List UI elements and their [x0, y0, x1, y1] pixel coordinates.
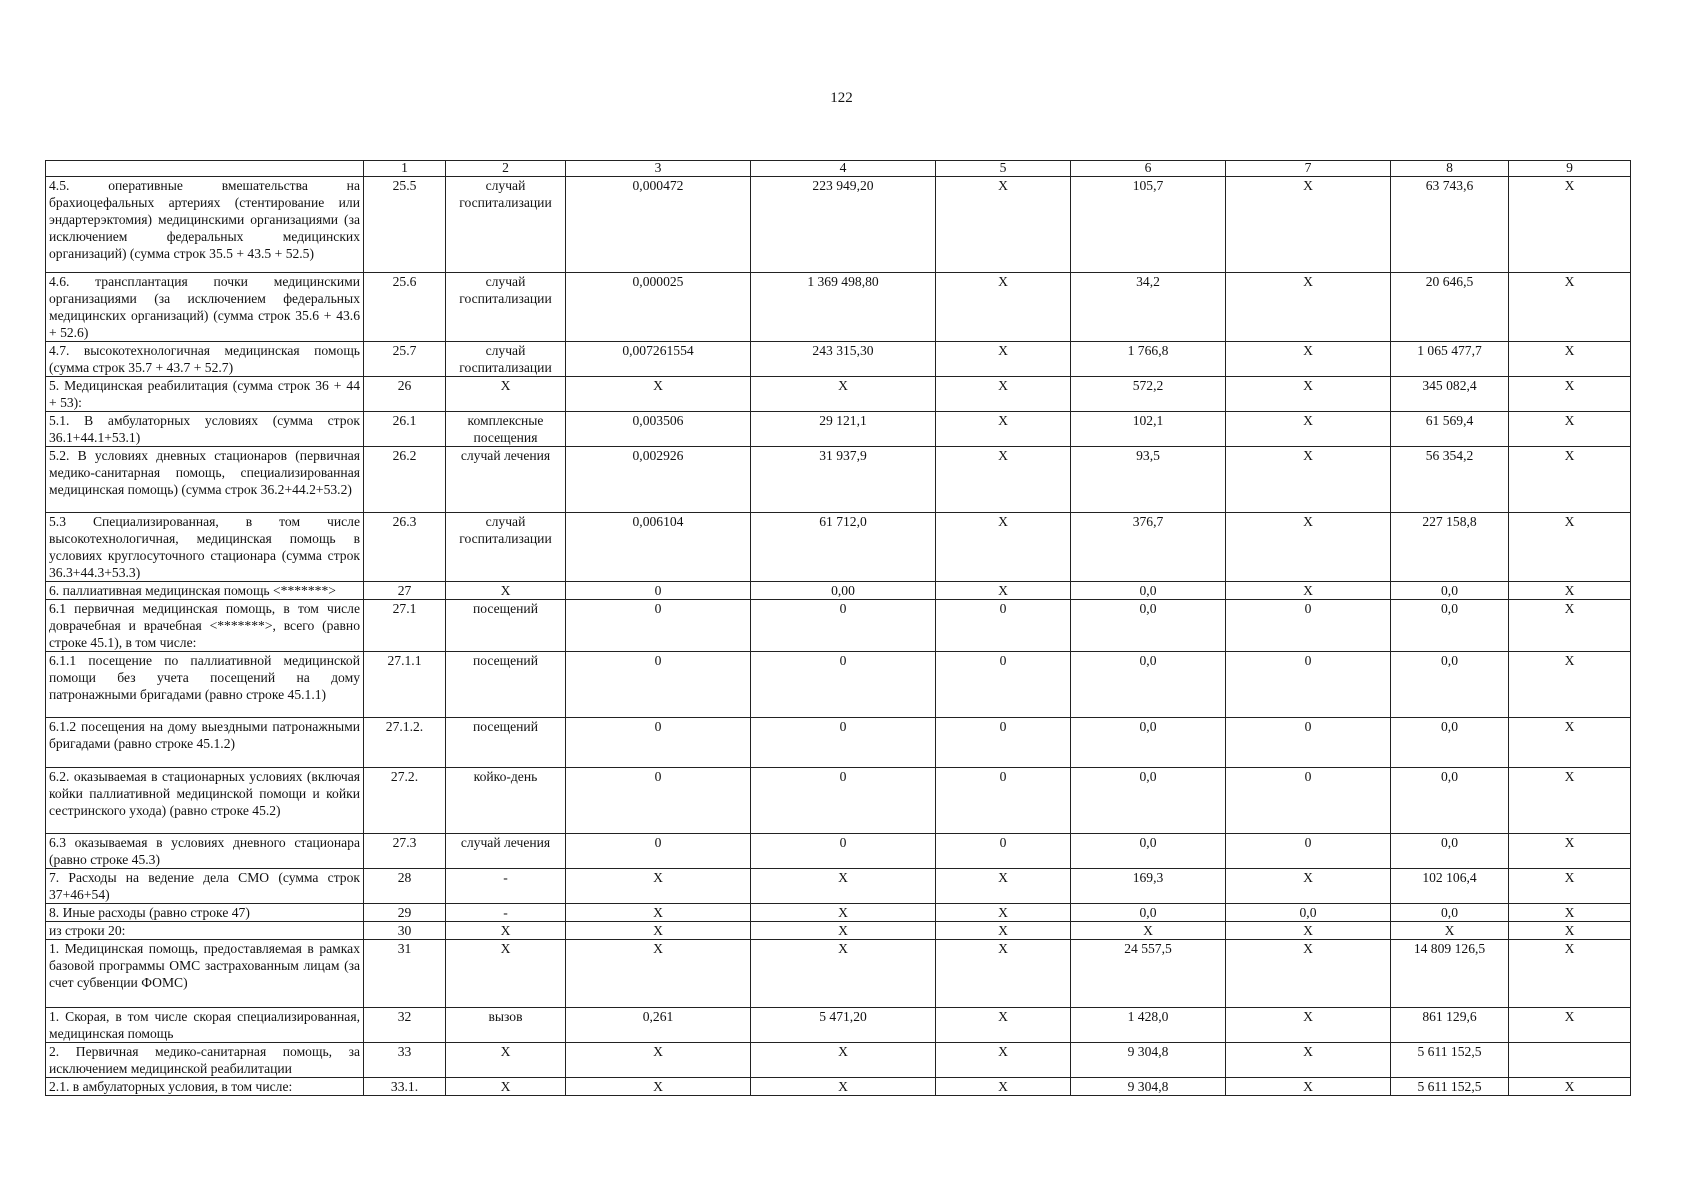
col-4-cell: Х — [751, 1043, 936, 1078]
unit-cell: Х — [446, 1043, 566, 1078]
col-4-cell: Х — [751, 940, 936, 1008]
col-6-cell: 1 428,0 — [1071, 1008, 1226, 1043]
col-9-cell: Х — [1509, 273, 1631, 342]
col-3-cell: 0 — [566, 768, 751, 834]
col-4-cell: 0 — [751, 718, 936, 768]
col-6-cell: 1 766,8 — [1071, 342, 1226, 377]
col-9-cell: Х — [1509, 652, 1631, 718]
table-row — [46, 582, 1631, 600]
header-cell-4: 4 — [751, 161, 936, 177]
col-8-cell: 345 082,4 — [1391, 377, 1509, 412]
col-8-cell: 5 611 152,5 — [1391, 1043, 1509, 1078]
row-name-cell: 2.1. в амбулаторных условия, в том числе: — [46, 1078, 364, 1096]
col-5-cell: Х — [936, 922, 1071, 940]
table-row — [46, 922, 1631, 940]
row-code-cell: 28 — [364, 869, 446, 904]
col-8-cell: 0,0 — [1391, 652, 1509, 718]
col-7-cell: Х — [1226, 869, 1391, 904]
col-6-cell: 376,7 — [1071, 513, 1226, 582]
col-7-cell: 0 — [1226, 718, 1391, 768]
col-4-cell: 29 121,1 — [751, 412, 936, 447]
row-name-cell: 6. паллиативная медицинская помощь <*******> — [46, 582, 364, 600]
unit-cell: посещений — [446, 600, 566, 652]
col-8-cell: 0,0 — [1391, 834, 1509, 869]
col-7-cell: Х — [1226, 273, 1391, 342]
col-7-cell: Х — [1226, 922, 1391, 940]
row-name-cell: 6.1.1 посещение по паллиативной медицинской помощи без учета посещений на дому патронажными бригадами (равно строке 45.1.1) — [46, 652, 364, 718]
table-row — [46, 1008, 1631, 1043]
col-7-cell: Х — [1226, 513, 1391, 582]
table-row — [46, 904, 1631, 922]
col-4-cell: Х — [751, 1078, 936, 1096]
unit-cell: Х — [446, 940, 566, 1008]
col-6-cell: 9 304,8 — [1071, 1043, 1226, 1078]
col-8-cell: 1 065 477,7 — [1391, 342, 1509, 377]
row-name-cell: 1. Скорая, в том числе скорая специализированная, медицинская помощь — [46, 1008, 364, 1043]
col-3-cell: Х — [566, 922, 751, 940]
row-code-cell: 26.2 — [364, 447, 446, 513]
row-name-cell: 4.5. оперативные вмешательства на брахиоцефальных артериях (стентирование или эндартерэктомия) медицинскими организациями (за исключением федеральных медицинских организаций) (сумма строк 35.5 + 43.5 + 52.5) — [46, 177, 364, 273]
unit-cell: посещений — [446, 718, 566, 768]
col-7-cell: 0 — [1226, 768, 1391, 834]
col-5-cell: Х — [936, 342, 1071, 377]
unit-cell: - — [446, 904, 566, 922]
col-7-cell: Х — [1226, 582, 1391, 600]
unit-cell: случай госпитализации — [446, 273, 566, 342]
col-7-cell: Х — [1226, 1043, 1391, 1078]
col-4-cell: 0 — [751, 768, 936, 834]
col-8-cell: 227 158,8 — [1391, 513, 1509, 582]
row-code-cell: 27.2. — [364, 768, 446, 834]
row-code-cell: 25.5 — [364, 177, 446, 273]
table-row — [46, 1043, 1631, 1078]
unit-cell: случай госпитализации — [446, 513, 566, 582]
table-body — [46, 161, 1631, 1096]
header-cell-2: 2 — [446, 161, 566, 177]
col-3-cell: Х — [566, 869, 751, 904]
col-9-cell: Х — [1509, 768, 1631, 834]
col-6-cell: 0,0 — [1071, 834, 1226, 869]
col-8-cell: 5 611 152,5 — [1391, 1078, 1509, 1096]
row-code-cell: 32 — [364, 1008, 446, 1043]
col-6-cell: 93,5 — [1071, 447, 1226, 513]
row-name-cell: 6.1.2 посещения на дому выездными патронажными бригадами (равно строке 45.1.2) — [46, 718, 364, 768]
col-4-cell: Х — [751, 377, 936, 412]
col-5-cell: Х — [936, 582, 1071, 600]
col-3-cell: 0,000025 — [566, 273, 751, 342]
header-cell-0 — [46, 161, 364, 177]
row-code-cell: 33.1. — [364, 1078, 446, 1096]
col-6-cell: 572,2 — [1071, 377, 1226, 412]
row-name-cell: из строки 20: — [46, 922, 364, 940]
table-row — [46, 718, 1631, 768]
col-9-cell: Х — [1509, 1008, 1631, 1043]
col-8-cell: 102 106,4 — [1391, 869, 1509, 904]
col-9-cell: Х — [1509, 922, 1631, 940]
col-6-cell: 0,0 — [1071, 768, 1226, 834]
table-row — [46, 834, 1631, 869]
row-code-cell: 25.6 — [364, 273, 446, 342]
row-code-cell: 26.3 — [364, 513, 446, 582]
col-4-cell: 1 369 498,80 — [751, 273, 936, 342]
col-9-cell — [1509, 1043, 1631, 1078]
row-name-cell: 4.6. трансплантация почки медицинскими организациями (за исключением федеральных медицинских организаций) (сумма строк 35.6 + 43.6 + 52.6) — [46, 273, 364, 342]
col-3-cell: Х — [566, 940, 751, 1008]
col-3-cell: 0,003506 — [566, 412, 751, 447]
col-5-cell: Х — [936, 412, 1071, 447]
row-name-cell: 6.3 оказываемая в условиях дневного стационара (равно строке 45.3) — [46, 834, 364, 869]
col-7-cell: 0 — [1226, 834, 1391, 869]
unit-cell: Х — [446, 377, 566, 412]
header-cell-7: 7 — [1226, 161, 1391, 177]
col-4-cell: 0 — [751, 652, 936, 718]
col-5-cell: Х — [936, 177, 1071, 273]
row-code-cell: 27.1 — [364, 600, 446, 652]
unit-cell: Х — [446, 582, 566, 600]
row-code-cell: 27 — [364, 582, 446, 600]
col-5-cell: 0 — [936, 768, 1071, 834]
table-row — [46, 177, 1631, 273]
col-9-cell: Х — [1509, 447, 1631, 513]
row-code-cell: 27.1.1 — [364, 652, 446, 718]
col-4-cell: 5 471,20 — [751, 1008, 936, 1043]
row-code-cell: 30 — [364, 922, 446, 940]
unit-cell: - — [446, 869, 566, 904]
col-9-cell: Х — [1509, 412, 1631, 447]
header-cell-1: 1 — [364, 161, 446, 177]
col-8-cell: 0,0 — [1391, 718, 1509, 768]
table-row — [46, 940, 1631, 1008]
header-cell-3: 3 — [566, 161, 751, 177]
col-5-cell: Х — [936, 904, 1071, 922]
col-3-cell: 0 — [566, 652, 751, 718]
table-row — [46, 768, 1631, 834]
col-7-cell: 0 — [1226, 652, 1391, 718]
col-6-cell: 0,0 — [1071, 600, 1226, 652]
col-9-cell: Х — [1509, 342, 1631, 377]
table-row — [46, 377, 1631, 412]
col-7-cell: Х — [1226, 940, 1391, 1008]
col-4-cell: Х — [751, 869, 936, 904]
col-9-cell: Х — [1509, 1078, 1631, 1096]
col-6-cell: 105,7 — [1071, 177, 1226, 273]
col-4-cell: 0 — [751, 834, 936, 869]
col-3-cell: Х — [566, 377, 751, 412]
col-5-cell: Х — [936, 940, 1071, 1008]
col-3-cell: Х — [566, 1078, 751, 1096]
col-6-cell: 0,0 — [1071, 718, 1226, 768]
col-3-cell: 0,007261554 — [566, 342, 751, 377]
col-7-cell: Х — [1226, 177, 1391, 273]
unit-cell: Х — [446, 1078, 566, 1096]
unit-cell: койко-день — [446, 768, 566, 834]
row-name-cell: 4.7. высокотехнологичная медицинская помощь (сумма строк 35.7 + 43.7 + 52.7) — [46, 342, 364, 377]
col-7-cell: Х — [1226, 377, 1391, 412]
col-9-cell: Х — [1509, 582, 1631, 600]
col-9-cell: Х — [1509, 869, 1631, 904]
col-7-cell: Х — [1226, 412, 1391, 447]
col-6-cell: 34,2 — [1071, 273, 1226, 342]
col-8-cell: Х — [1391, 922, 1509, 940]
col-3-cell: 0,002926 — [566, 447, 751, 513]
unit-cell: случай госпитализации — [446, 177, 566, 273]
col-3-cell: 0 — [566, 834, 751, 869]
col-4-cell: 0 — [751, 600, 936, 652]
col-4-cell: 61 712,0 — [751, 513, 936, 582]
row-code-cell: 29 — [364, 904, 446, 922]
row-name-cell: 5.3 Специализированная, в том числе высокотехнологичная, медицинская помощь в условиях круглосуточного стационара (сумма строк 36.3+44.3+53.3) — [46, 513, 364, 582]
col-8-cell: 861 129,6 — [1391, 1008, 1509, 1043]
col-8-cell: 0,0 — [1391, 904, 1509, 922]
unit-cell: вызов — [446, 1008, 566, 1043]
col-3-cell: 0 — [566, 582, 751, 600]
col-8-cell: 63 743,6 — [1391, 177, 1509, 273]
col-5-cell: 0 — [936, 600, 1071, 652]
unit-cell: посещений — [446, 652, 566, 718]
page-number: 122 — [830, 90, 853, 106]
row-code-cell: 33 — [364, 1043, 446, 1078]
col-8-cell: 56 354,2 — [1391, 447, 1509, 513]
table-row — [46, 869, 1631, 904]
col-8-cell: 20 646,5 — [1391, 273, 1509, 342]
col-6-cell: 102,1 — [1071, 412, 1226, 447]
col-3-cell: Х — [566, 904, 751, 922]
col-5-cell: Х — [936, 869, 1071, 904]
col-5-cell: Х — [936, 513, 1071, 582]
col-9-cell: Х — [1509, 177, 1631, 273]
row-name-cell: 5. Медицинская реабилитация (сумма строк 36 + 44 + 53): — [46, 377, 364, 412]
col-3-cell: 0,261 — [566, 1008, 751, 1043]
col-3-cell: 0,006104 — [566, 513, 751, 582]
table-row — [46, 273, 1631, 342]
col-7-cell: 0,0 — [1226, 904, 1391, 922]
col-8-cell: 14 809 126,5 — [1391, 940, 1509, 1008]
table-row — [46, 600, 1631, 652]
row-code-cell: 31 — [364, 940, 446, 1008]
row-name-cell: 2. Первичная медико-санитарная помощь, за исключением медицинской реабилитации — [46, 1043, 364, 1078]
col-6-cell: 0,0 — [1071, 582, 1226, 600]
col-4-cell: Х — [751, 922, 936, 940]
row-name-cell: 6.1 первичная медицинская помощь, в том числе доврачебная и врачебная <*******>, всего (равно строке 45.1), в том числе: — [46, 600, 364, 652]
col-9-cell: Х — [1509, 600, 1631, 652]
col-4-cell: 243 315,30 — [751, 342, 936, 377]
table-row — [46, 652, 1631, 718]
financing-table — [45, 160, 1631, 1096]
unit-cell: случай госпитализации — [446, 342, 566, 377]
col-9-cell: Х — [1509, 718, 1631, 768]
header-cell-5: 5 — [936, 161, 1071, 177]
table-row — [46, 513, 1631, 582]
col-5-cell: Х — [936, 1043, 1071, 1078]
row-name-cell: 1. Медицинская помощь, предоставляемая в рамках базовой программы ОМС застрахованным лицам (за счет субвенции ФОМС) — [46, 940, 364, 1008]
col-6-cell: 9 304,8 — [1071, 1078, 1226, 1096]
col-8-cell: 0,0 — [1391, 582, 1509, 600]
col-7-cell: Х — [1226, 342, 1391, 377]
col-3-cell: Х — [566, 1043, 751, 1078]
col-6-cell: 0,0 — [1071, 652, 1226, 718]
col-5-cell: 0 — [936, 834, 1071, 869]
col-4-cell: 223 949,20 — [751, 177, 936, 273]
col-9-cell: Х — [1509, 904, 1631, 922]
col-9-cell: Х — [1509, 377, 1631, 412]
row-name-cell: 7. Расходы на ведение дела СМО (сумма строк 37+46+54) — [46, 869, 364, 904]
col-7-cell: Х — [1226, 1008, 1391, 1043]
row-name-cell: 5.2. В условиях дневных стационаров (первичная медико-санитарная помощь, специализированная медицинская помощь) (сумма строк 36.2+44.2+53.2) — [46, 447, 364, 513]
col-6-cell: 0,0 — [1071, 904, 1226, 922]
col-3-cell: 0 — [566, 718, 751, 768]
row-code-cell: 26 — [364, 377, 446, 412]
col-3-cell: 0,000472 — [566, 177, 751, 273]
col-7-cell: 0 — [1226, 600, 1391, 652]
col-5-cell: Х — [936, 1078, 1071, 1096]
row-code-cell: 26.1 — [364, 412, 446, 447]
col-4-cell: 0,00 — [751, 582, 936, 600]
unit-cell: случай лечения — [446, 834, 566, 869]
col-5-cell: 0 — [936, 652, 1071, 718]
header-cell-8: 8 — [1391, 161, 1509, 177]
col-6-cell: Х — [1071, 922, 1226, 940]
col-8-cell: 0,0 — [1391, 768, 1509, 834]
col-5-cell: Х — [936, 377, 1071, 412]
col-4-cell: Х — [751, 904, 936, 922]
unit-cell: комплексные посещения — [446, 412, 566, 447]
col-9-cell: Х — [1509, 513, 1631, 582]
table-row — [46, 447, 1631, 513]
row-code-cell: 27.1.2. — [364, 718, 446, 768]
table-row — [46, 1078, 1631, 1096]
row-name-cell: 8. Иные расходы (равно строке 47) — [46, 904, 364, 922]
col-5-cell: Х — [936, 273, 1071, 342]
unit-cell: Х — [446, 922, 566, 940]
row-code-cell: 25.7 — [364, 342, 446, 377]
col-7-cell: Х — [1226, 447, 1391, 513]
header-cell-6: 6 — [1071, 161, 1226, 177]
col-4-cell: 31 937,9 — [751, 447, 936, 513]
row-code-cell: 27.3 — [364, 834, 446, 869]
row-name-cell: 6.2. оказываемая в стационарных условиях (включая койки паллиативной медицинской помощи и койки сестринского ухода) (равно строке 45.2) — [46, 768, 364, 834]
col-6-cell: 24 557,5 — [1071, 940, 1226, 1008]
col-6-cell: 169,3 — [1071, 869, 1226, 904]
col-8-cell: 61 569,4 — [1391, 412, 1509, 447]
header-cell-9: 9 — [1509, 161, 1631, 177]
table-row — [46, 412, 1631, 447]
row-name-cell: 5.1. В амбулаторных условиях (сумма строк 36.1+44.1+53.1) — [46, 412, 364, 447]
col-5-cell: Х — [936, 1008, 1071, 1043]
col-3-cell: 0 — [566, 600, 751, 652]
col-5-cell: Х — [936, 447, 1071, 513]
col-7-cell: Х — [1226, 1078, 1391, 1096]
table-row — [46, 342, 1631, 377]
unit-cell: случай лечения — [446, 447, 566, 513]
col-9-cell: Х — [1509, 834, 1631, 869]
header-row — [46, 161, 1631, 177]
col-5-cell: 0 — [936, 718, 1071, 768]
col-8-cell: 0,0 — [1391, 600, 1509, 652]
col-9-cell: Х — [1509, 940, 1631, 1008]
